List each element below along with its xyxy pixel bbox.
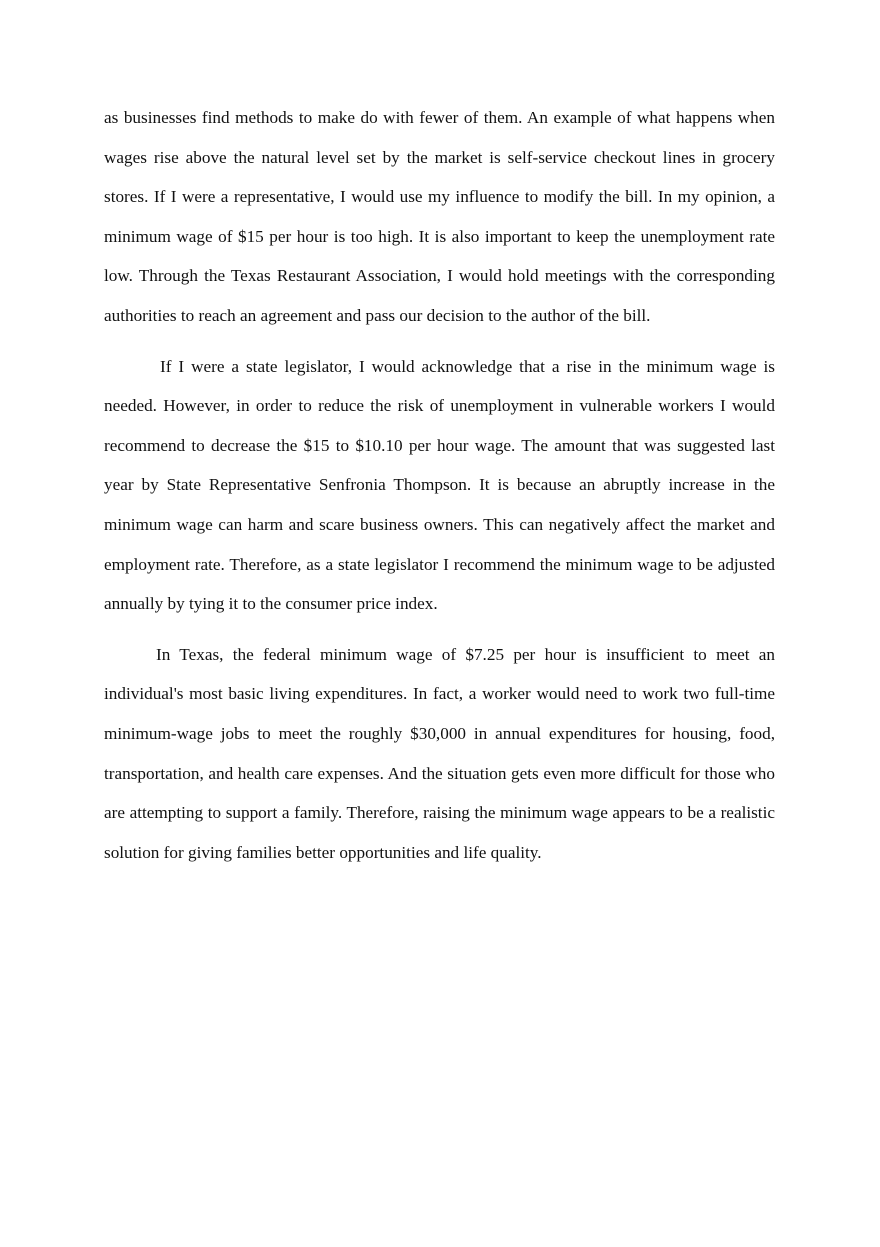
paragraph-texas-minimum-wage: In Texas, the federal minimum wage of $7.25 per hour is insufficient to meet an individual's most basic living expenditures. In fact, a worker would need to work two full-time minimum-wage jobs to meet the roughly $30,000 in annual expenditures for housing, food, transportation, and health care expenses. And the situation gets even more difficult for those who are attempting to support a family. Therefore, raising the minimum wage appears to be a realistic solution for giving families better opportunities and life quality. — [104, 644, 775, 862]
paragraph-state-legislator: If I were a state legislator, I would acknowledge that a rise in the minimum wage is needed. However, in order to reduce the risk of unemployment in vulnerable workers I would recommend to decrease the $15 to $10.10 per hour wage. The amount that was suggested last year by State Representative Senfronia Thompson. It is because an abruptly increase in the minimum wage can harm and scare business owners. This can negatively affect the market and employment rate. Therefore, as a state legislator I recommend the minimum wage to be adjusted annually by tying it to the consumer price index. — [104, 356, 775, 614]
body-text — [104, 98, 775, 883]
paragraph-continuation: as businesses find methods to make do with fewer of them. An example of what happens when wages rise above the natural level set by the market is self-service checkout lines in grocery stores. If I were a representative, I would use my influence to modify the bill. In my opinion, a minimum wage of $15 per hour is too high. It is also important to keep the unemployment rate low. Through the Texas Restaurant Association, I would hold meetings with the corresponding authorities to reach an agreement and pass our decision to the author of the bill. — [104, 108, 775, 325]
